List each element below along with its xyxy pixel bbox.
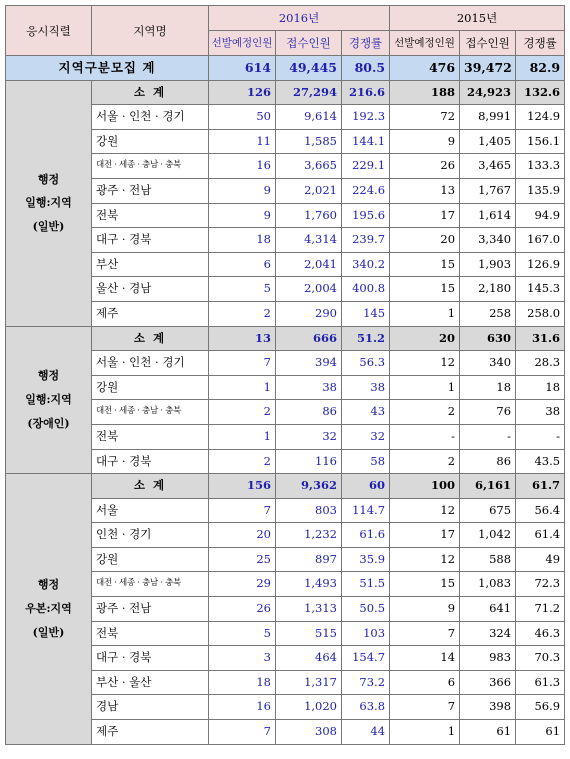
cell-2016-applicants: 2,004 [276, 277, 342, 302]
region-name: 대전 · 세종 · 충남 · 충북 [92, 400, 209, 425]
cell-2016-planned: 9 [209, 203, 276, 228]
cell-2015-applicants: 340 [460, 351, 516, 376]
subtotal-2016-ratio: 51.2 [342, 326, 390, 351]
cell-2016-applicants: 116 [276, 449, 342, 474]
cell-2015-ratio: 94.9 [516, 203, 565, 228]
cell-2016-applicants: 1,760 [276, 203, 342, 228]
subtotal-2016-planned: 156 [209, 474, 276, 499]
region-name: 제주 [92, 720, 209, 745]
cell-2015-ratio: 126.9 [516, 252, 565, 277]
cell-2015-applicants: 258 [460, 301, 516, 326]
cell-2015-ratio: 71.2 [516, 597, 565, 622]
cell-2015-ratio: 258.0 [516, 301, 565, 326]
cell-2015-planned: 9 [390, 129, 460, 154]
exam-group-line: 행정 [37, 369, 60, 383]
cell-2015-planned: - [390, 424, 460, 449]
subtotal-2016-ratio: 216.6 [342, 80, 390, 105]
cell-2016-ratio: 340.2 [342, 252, 390, 277]
subtotal-2015-planned: 188 [390, 80, 460, 105]
cell-2015-ratio: 43.5 [516, 449, 565, 474]
cell-2016-planned: 16 [209, 154, 276, 179]
cell-2015-planned: 20 [390, 228, 460, 253]
region-name: 전북 [92, 203, 209, 228]
cell-2016-ratio: 114.7 [342, 498, 390, 523]
header-2016-applicants: 접수인원 [276, 31, 342, 56]
cell-2016-planned: 5 [209, 277, 276, 302]
subtotal-2015-ratio: 31.6 [516, 326, 565, 351]
cell-2016-planned: 11 [209, 129, 276, 154]
cell-2015-planned: 72 [390, 105, 460, 130]
total-2016-ratio: 80.5 [342, 56, 390, 81]
cell-2016-planned: 2 [209, 400, 276, 425]
cell-2015-applicants: 1,405 [460, 129, 516, 154]
total-2016-applicants: 49,445 [276, 56, 342, 81]
cell-2015-applicants: 86 [460, 449, 516, 474]
cell-2016-ratio: 58 [342, 449, 390, 474]
subtotal-row [6, 80, 565, 105]
cell-2015-planned: 1 [390, 375, 460, 400]
cell-2016-ratio: 154.7 [342, 646, 390, 671]
cell-2015-applicants: 641 [460, 597, 516, 622]
cell-2016-planned: 16 [209, 695, 276, 720]
subtotal-2015-ratio: 132.6 [516, 80, 565, 105]
cell-2016-planned: 1 [209, 424, 276, 449]
region-name: 전북 [92, 424, 209, 449]
cell-2015-ratio: 145.3 [516, 277, 565, 302]
header-2016: 2016년 [209, 6, 390, 31]
cell-2015-ratio: 133.3 [516, 154, 565, 179]
subtotal-2016-applicants: 9,362 [276, 474, 342, 499]
cell-2015-planned: 17 [390, 523, 460, 548]
cell-2016-applicants: 515 [276, 621, 342, 646]
cell-2016-planned: 29 [209, 572, 276, 597]
region-name: 경남 [92, 695, 209, 720]
cell-2016-planned: 6 [209, 252, 276, 277]
subtotal-2015-applicants: 630 [460, 326, 516, 351]
cell-2015-planned: 1 [390, 720, 460, 745]
exam-group-line: 일행:지역 [25, 393, 72, 407]
cell-2015-planned: 6 [390, 670, 460, 695]
cell-2016-planned: 3 [209, 646, 276, 671]
cell-2016-applicants: 1,020 [276, 695, 342, 720]
cell-2015-ratio: 46.3 [516, 621, 565, 646]
cell-2016-applicants: 897 [276, 547, 342, 572]
header-2016-planned: 선발예정인원 [209, 31, 276, 56]
cell-2015-ratio: 49 [516, 547, 565, 572]
header-2015-ratio: 경쟁률 [516, 31, 565, 56]
cell-2016-planned: 25 [209, 547, 276, 572]
cell-2016-applicants: 4,314 [276, 228, 342, 253]
exam-group-label [6, 326, 92, 474]
cell-2015-applicants: 1,083 [460, 572, 516, 597]
region-name: 제주 [92, 301, 209, 326]
subtotal-2016-applicants: 666 [276, 326, 342, 351]
cell-2016-applicants: 32 [276, 424, 342, 449]
region-name: 인천 · 경기 [92, 523, 209, 548]
cell-2015-planned: 14 [390, 646, 460, 671]
total-2015-planned: 476 [390, 56, 460, 81]
total-2015-ratio: 82.9 [516, 56, 565, 81]
subtotal-label: 소 계 [92, 80, 209, 105]
cell-2015-planned: 15 [390, 277, 460, 302]
header-region: 지역명 [92, 6, 209, 56]
cell-2016-ratio: 44 [342, 720, 390, 745]
cell-2015-planned: 7 [390, 621, 460, 646]
cell-2015-applicants: 1,614 [460, 203, 516, 228]
cell-2015-applicants: 61 [460, 720, 516, 745]
cell-2015-applicants: 2,180 [460, 277, 516, 302]
cell-2016-ratio: 38 [342, 375, 390, 400]
region-name: 광주 · 전남 [92, 597, 209, 622]
cell-2016-ratio: 400.8 [342, 277, 390, 302]
cell-2015-ratio: 28.3 [516, 351, 565, 376]
cell-2015-applicants: 18 [460, 375, 516, 400]
cell-2015-applicants: 675 [460, 498, 516, 523]
region-name: 강원 [92, 547, 209, 572]
region-name: 강원 [92, 375, 209, 400]
subtotal-row [6, 326, 565, 351]
region-name: 광주 · 전남 [92, 178, 209, 203]
header-exam: 응시직렬 [6, 6, 92, 56]
exam-group-line: (일반) [32, 625, 65, 639]
cell-2016-applicants: 464 [276, 646, 342, 671]
cell-2015-applicants: 398 [460, 695, 516, 720]
cell-2016-ratio: 229.1 [342, 154, 390, 179]
cell-2016-ratio: 32 [342, 424, 390, 449]
cell-2015-applicants: 8,991 [460, 105, 516, 130]
cell-2015-ratio: 156.1 [516, 129, 565, 154]
cell-2016-planned: 18 [209, 670, 276, 695]
cell-2016-ratio: 51.5 [342, 572, 390, 597]
total-2015-applicants: 39,472 [460, 56, 516, 81]
header-2015: 2015년 [390, 6, 565, 31]
cell-2015-ratio: 56.9 [516, 695, 565, 720]
cell-2016-ratio: 103 [342, 621, 390, 646]
cell-2015-ratio: - [516, 424, 565, 449]
cell-2016-applicants: 2,021 [276, 178, 342, 203]
exam-group-line: 일행:지역 [25, 196, 72, 210]
total-2016-planned: 614 [209, 56, 276, 81]
subtotal-2015-ratio: 61.7 [516, 474, 565, 499]
header-2015-applicants: 접수인원 [460, 31, 516, 56]
cell-2015-ratio: 61 [516, 720, 565, 745]
subtotal-2016-planned: 13 [209, 326, 276, 351]
subtotal-row [6, 474, 565, 499]
cell-2016-ratio: 73.2 [342, 670, 390, 695]
cell-2016-ratio: 35.9 [342, 547, 390, 572]
cell-2015-applicants: 983 [460, 646, 516, 671]
cell-2015-planned: 2 [390, 400, 460, 425]
cell-2016-ratio: 56.3 [342, 351, 390, 376]
exam-group-label [6, 474, 92, 745]
competition-table [5, 5, 565, 745]
cell-2015-applicants: 366 [460, 670, 516, 695]
region-name: 서울 [92, 498, 209, 523]
cell-2016-ratio: 63.8 [342, 695, 390, 720]
cell-2015-planned: 12 [390, 351, 460, 376]
cell-2016-applicants: 1,313 [276, 597, 342, 622]
cell-2016-planned: 7 [209, 498, 276, 523]
cell-2016-applicants: 1,317 [276, 670, 342, 695]
cell-2015-applicants: 1,042 [460, 523, 516, 548]
cell-2015-applicants: 1,903 [460, 252, 516, 277]
cell-2016-planned: 2 [209, 301, 276, 326]
exam-group-line: 우본:지역 [25, 602, 72, 616]
region-name: 대구 · 경북 [92, 228, 209, 253]
region-name: 대구 · 경북 [92, 646, 209, 671]
cell-2016-applicants: 38 [276, 375, 342, 400]
cell-2016-planned: 1 [209, 375, 276, 400]
subtotal-label: 소 계 [92, 474, 209, 499]
cell-2015-ratio: 124.9 [516, 105, 565, 130]
cell-2016-planned: 5 [209, 621, 276, 646]
cell-2016-applicants: 803 [276, 498, 342, 523]
cell-2015-planned: 12 [390, 547, 460, 572]
cell-2015-planned: 2 [390, 449, 460, 474]
cell-2016-planned: 9 [209, 178, 276, 203]
cell-2015-ratio: 56.4 [516, 498, 565, 523]
cell-2015-planned: 17 [390, 203, 460, 228]
cell-2016-applicants: 2,041 [276, 252, 342, 277]
cell-2016-planned: 20 [209, 523, 276, 548]
cell-2015-planned: 12 [390, 498, 460, 523]
region-name: 강원 [92, 129, 209, 154]
cell-2016-applicants: 1,585 [276, 129, 342, 154]
cell-2016-ratio: 144.1 [342, 129, 390, 154]
cell-2016-ratio: 145 [342, 301, 390, 326]
cell-2015-applicants: 324 [460, 621, 516, 646]
cell-2015-ratio: 61.4 [516, 523, 565, 548]
subtotal-2015-planned: 20 [390, 326, 460, 351]
cell-2016-planned: 7 [209, 351, 276, 376]
cell-2016-applicants: 290 [276, 301, 342, 326]
cell-2016-ratio: 50.5 [342, 597, 390, 622]
exam-group-line: 행정 [37, 172, 60, 186]
cell-2015-ratio: 135.9 [516, 178, 565, 203]
cell-2015-planned: 15 [390, 572, 460, 597]
cell-2016-applicants: 1,493 [276, 572, 342, 597]
subtotal-2016-applicants: 27,294 [276, 80, 342, 105]
header-2016-ratio: 경쟁률 [342, 31, 390, 56]
total-row [6, 56, 565, 81]
cell-2016-planned: 2 [209, 449, 276, 474]
region-name: 대전 · 세종 · 충남 · 충북 [92, 572, 209, 597]
cell-2016-ratio: 61.6 [342, 523, 390, 548]
cell-2015-ratio: 70.3 [516, 646, 565, 671]
cell-2015-applicants: 3,465 [460, 154, 516, 179]
cell-2016-ratio: 239.7 [342, 228, 390, 253]
header-row [6, 6, 565, 31]
region-name: 부산 · 울산 [92, 670, 209, 695]
header-2015-planned: 선발예정인원 [390, 31, 460, 56]
cell-2016-ratio: 224.6 [342, 178, 390, 203]
region-name: 부산 [92, 252, 209, 277]
exam-group-label [6, 80, 92, 326]
cell-2016-planned: 26 [209, 597, 276, 622]
cell-2016-ratio: 192.3 [342, 105, 390, 130]
region-name: 대전 · 세종 · 충남 · 충북 [92, 154, 209, 179]
exam-group-line: (장애인) [27, 416, 70, 430]
region-name: 울산 · 경남 [92, 277, 209, 302]
exam-group-line: (일반) [32, 219, 65, 233]
cell-2015-planned: 7 [390, 695, 460, 720]
cell-2015-ratio: 72.3 [516, 572, 565, 597]
subtotal-2015-applicants: 24,923 [460, 80, 516, 105]
subtotal-2016-planned: 126 [209, 80, 276, 105]
cell-2016-applicants: 3,665 [276, 154, 342, 179]
cell-2015-applicants: 76 [460, 400, 516, 425]
cell-2015-ratio: 167.0 [516, 228, 565, 253]
cell-2015-planned: 26 [390, 154, 460, 179]
region-name: 대구 · 경북 [92, 449, 209, 474]
cell-2016-planned: 50 [209, 105, 276, 130]
region-name: 서울 · 인천 · 경기 [92, 105, 209, 130]
subtotal-2015-applicants: 6,161 [460, 474, 516, 499]
cell-2016-ratio: 43 [342, 400, 390, 425]
cell-2015-applicants: 1,767 [460, 178, 516, 203]
cell-2015-applicants: - [460, 424, 516, 449]
region-name: 전북 [92, 621, 209, 646]
subtotal-2015-planned: 100 [390, 474, 460, 499]
cell-2016-applicants: 9,614 [276, 105, 342, 130]
cell-2015-planned: 13 [390, 178, 460, 203]
cell-2016-planned: 7 [209, 720, 276, 745]
cell-2015-ratio: 61.3 [516, 670, 565, 695]
cell-2015-planned: 1 [390, 301, 460, 326]
subtotal-2016-ratio: 60 [342, 474, 390, 499]
total-label: 지역구분모집 계 [6, 56, 209, 81]
cell-2016-ratio: 195.6 [342, 203, 390, 228]
cell-2016-applicants: 86 [276, 400, 342, 425]
cell-2015-planned: 15 [390, 252, 460, 277]
exam-group-line: 행정 [37, 578, 60, 592]
region-name: 서울 · 인천 · 경기 [92, 351, 209, 376]
cell-2015-planned: 9 [390, 597, 460, 622]
cell-2016-planned: 18 [209, 228, 276, 253]
cell-2015-ratio: 18 [516, 375, 565, 400]
cell-2016-applicants: 308 [276, 720, 342, 745]
cell-2016-applicants: 394 [276, 351, 342, 376]
subtotal-label: 소 계 [92, 326, 209, 351]
cell-2015-applicants: 588 [460, 547, 516, 572]
cell-2016-applicants: 1,232 [276, 523, 342, 548]
cell-2015-applicants: 3,340 [460, 228, 516, 253]
cell-2015-ratio: 38 [516, 400, 565, 425]
